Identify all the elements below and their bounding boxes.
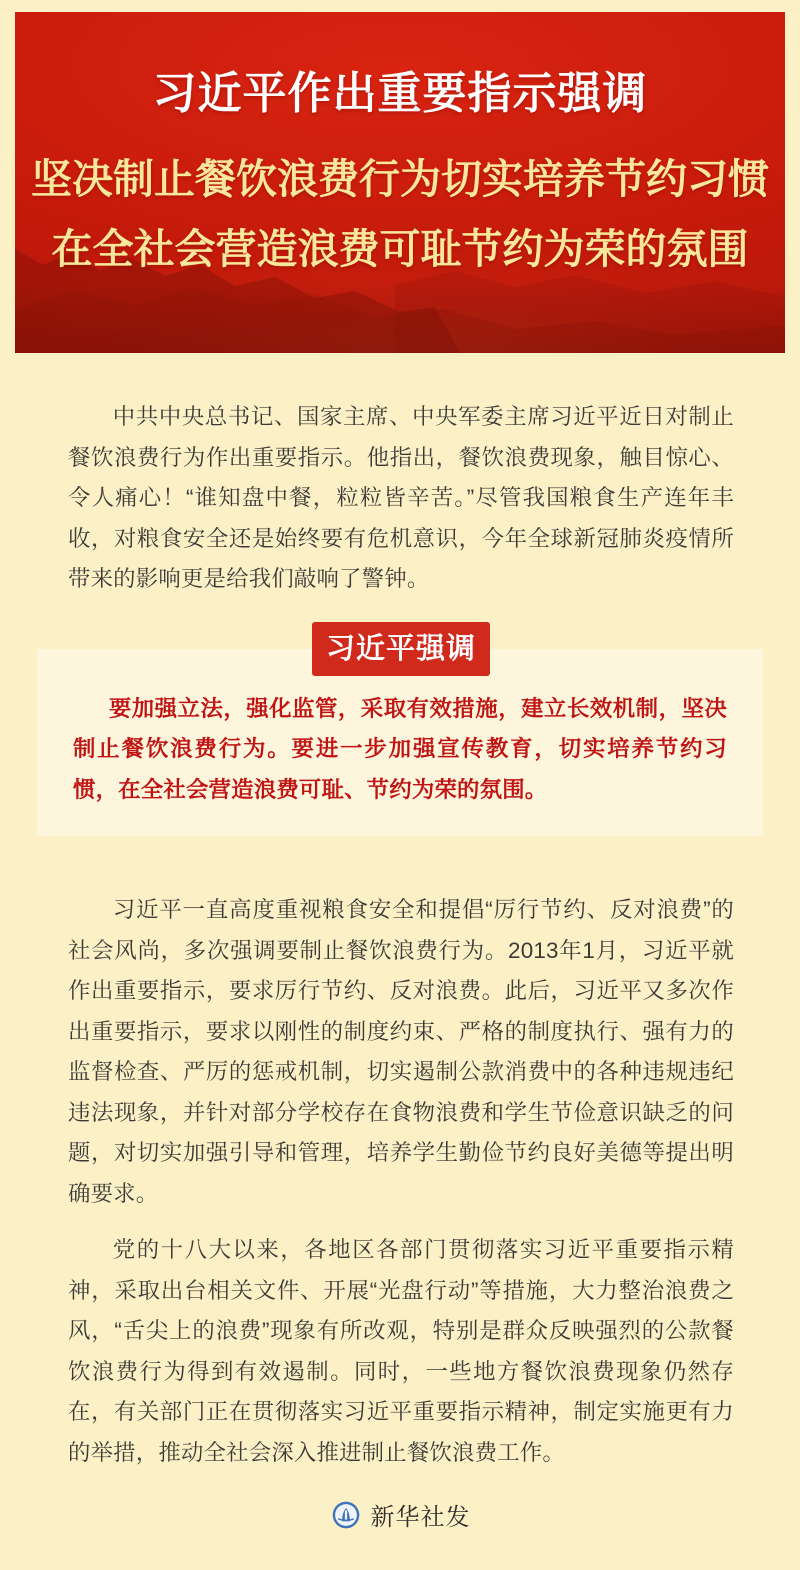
header-banner [15,12,785,353]
article-body [0,397,800,1532]
paragraph-measures: 党的十八大以来，各地区各部门贯彻落实习近平重要指示精神，采取出台相关文件、开展“光盘行动”等措施，大力整治浪费之风，“舌尖上的浪费”现象有所改观，特别是群众反映强烈的公款餐饮浪费行为得到有效遏制。同时，一些地方餐饮浪费现象仍然存在，有关部门正在贯彻落实习近平重要指示精神，制定实施更有力的举措，推动全社会深入推进制止餐饮浪费工作。 [68,1237,734,1465]
headline-line-2: 坚决制止餐饮浪费行为切实培养节约习惯 [31,156,769,202]
footer-credit-row [68,1497,734,1532]
quote-section [68,622,734,837]
paragraph-history: 习近平一直高度重视粮食安全和提倡“厉行节约、反对浪费”的社会风尚，多次强调要制止餐饮浪费行为。2013年1月，习近平就作出重要指示，要求厉行节约、反对浪费。此后，习近平又多次作出重要指示，要求以刚性的制度约束、严格的制度执行、强有力的监督检查、严厉的惩戒机制，切实遏制公款消费中的各种违规违纪违法现象，并针对部分学校存在食物浪费和学生节俭意识缺乏的问题，对切实加强引导和管理，培养学生勤俭节约良好美德等提出明确要求。 [68,897,734,1206]
headline-line-3: 在全社会营造浪费可耻节约为荣的氛围 [51,226,749,272]
headline-line-1: 习近平作出重要指示强调 [152,69,648,118]
xinhua-logo-icon [332,1501,360,1529]
credit-text: 新华社发 [370,1504,471,1531]
quote-text: 要加强立法，强化监管，采取有效措施，建立长效机制，坚决制止餐饮浪费行为。要进一步加强宣传教育，切实培养节约习惯，在全社会营造浪费可耻、节约为荣的氛围。 [73,695,727,802]
quote-box [37,649,763,837]
emphasis-badge: 习近平强调 [312,622,490,676]
banner-titles [15,12,785,278]
paragraph-intro: 中共中央总书记、国家主席、中央军委主席习近平近日对制止餐饮浪费行为作出重要指示。他指出，餐饮浪费现象，触目惊心、令人痛心！“谁知盘中餐，粒粒皆辛苦。”尽管我国粮食生产连年丰收，对粮食安全还是始终要有危机意识，今年全球新冠肺炎疫情所带来的影响更是给我们敲响了警钟。 [68,404,734,591]
